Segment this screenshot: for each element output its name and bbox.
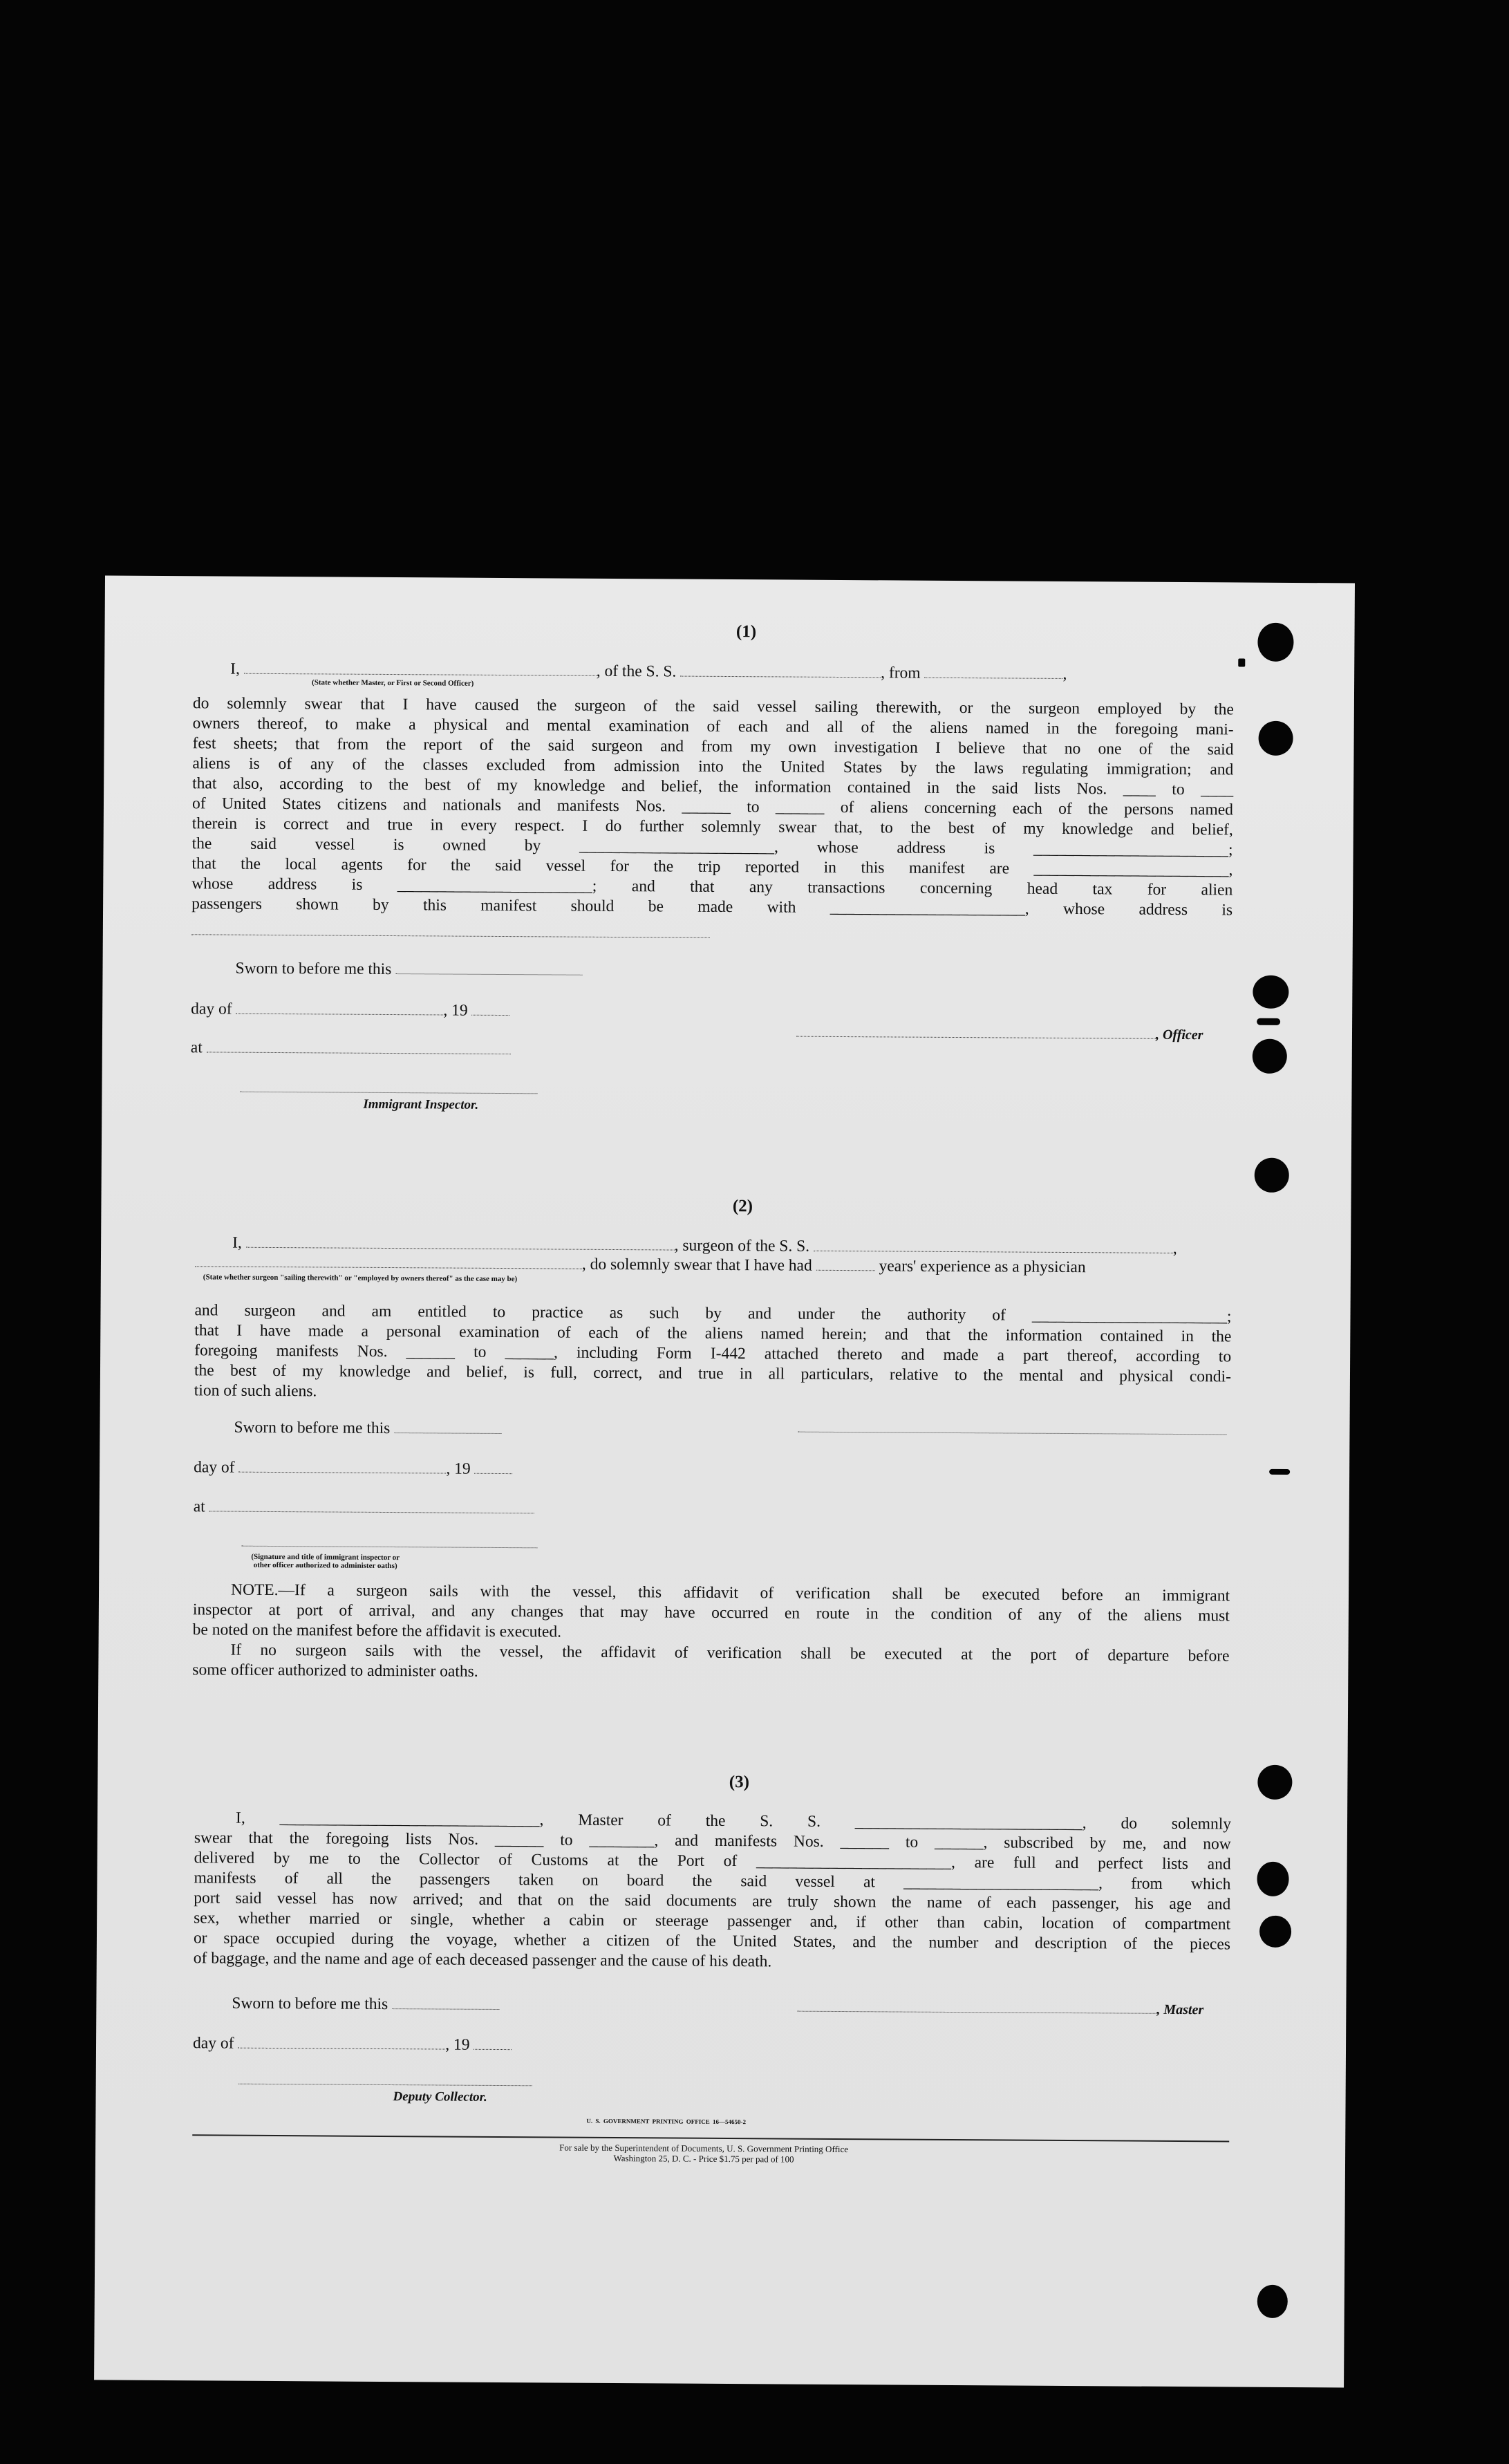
paragraph-line: the best of my knowledge and belief, is full, correct, and true in all particulars, relative to the mental and physical condi-: [194, 1361, 1232, 1386]
paragraph-line: or space occupied during the voyage, whether a citizen of the United States, and the number and description of the pieces: [193, 1929, 1231, 1954]
surgeon-name-blank: [246, 1235, 675, 1251]
inspector-signature-blank: [240, 1092, 537, 1094]
note-line: inspector at port of arrival, and any changes that may have occurred en route in the condition of any of the aliens must: [192, 1600, 1230, 1625]
punch-hole: [1258, 721, 1293, 756]
punch-hole: [1255, 1158, 1289, 1193]
master-signature-line: [797, 1997, 1203, 2021]
immigrant-inspector-label: Immigrant Inspector.: [363, 1096, 479, 1112]
comma: ,: [1062, 664, 1067, 683]
master-signature-blank: [797, 1999, 1156, 2014]
month-blank: [236, 1001, 443, 1016]
footer-rule: [192, 2134, 1229, 2142]
master-label: , Master: [1156, 2001, 1204, 2018]
surgeon-type-blank: [195, 1253, 582, 1269]
sworn-line-3: [232, 1994, 499, 2015]
at-line-2: [194, 1497, 534, 1519]
years-blank: [816, 1258, 875, 1271]
year-label: , 19: [445, 2035, 470, 2054]
collector-signature-blank: [238, 2084, 532, 2087]
year-label: , 19: [443, 1001, 468, 1020]
sworn-label: Sworn to before me this: [234, 1418, 391, 1438]
signature-caption: [251, 1553, 400, 1570]
at-label: at: [193, 1497, 205, 1516]
day-of-line-3: [193, 2033, 512, 2055]
officer-name-blank: [244, 661, 597, 676]
paragraph-line: tion of such aliens.: [194, 1381, 317, 1401]
paragraph-line: that I have made a personal examination of each of the aliens named herein; and that the information contained in the: [194, 1321, 1232, 1346]
paragraph-line: and surgeon and am entitled to practice as such by and under the authority of ________________________;: [194, 1301, 1232, 1326]
paragraph-line: owners thereof, to make a physical and mental examination of each and all of the aliens named in the foregoing mani-: [192, 714, 1234, 739]
from-label: , from: [881, 664, 921, 682]
day-of-label: day of: [191, 1000, 232, 1018]
paragraph-line: manifests of all the passengers taken on board the said vessel at ________________________, from which: [194, 1869, 1231, 1894]
day-of-line-2: [194, 1457, 513, 1480]
paragraph-line: swear that the foregoing lists Nos. ______ to ________, and manifests Nos. ______ to ______, subscribed by me, and now: [194, 1829, 1231, 1854]
punch-hole: [1257, 2285, 1288, 2318]
paragraph-line: foregoing manifests Nos. ______ to ______, including Form I-442 attached thereto and made a part thereof, according to: [194, 1341, 1232, 1366]
month-blank: [238, 1459, 446, 1474]
vessel-name-blank: [814, 1238, 1173, 1253]
punch-hole: [1253, 976, 1288, 1009]
punch-hole: [1257, 623, 1293, 662]
section-3-number: (3): [729, 1773, 750, 1792]
paragraph-line: of baggage, and the name and age of each deceased passenger and the cause of his death.: [193, 1949, 772, 1971]
at-label: at: [190, 1038, 203, 1057]
from-port-blank: [924, 665, 1062, 679]
paragraph-line: sex, whether married or single, whether a cabin or steerage passenger and, if other than cabin, location of compartment: [194, 1909, 1231, 1934]
paragraph-line: whose address is ________________________; and that any transactions concerning head tax for alien: [191, 875, 1233, 899]
note-paragraph: [192, 1580, 1230, 1686]
printer-mark: U. S. GOVERNMENT PRINTING OFFICE 16—54650-2: [586, 2117, 747, 2126]
day-of-line-1: [191, 999, 510, 1021]
punch-hole: [1259, 1916, 1291, 1948]
section-2-paragraph: [194, 1300, 1232, 1407]
form-page: [94, 575, 1355, 2387]
note-line: NOTE.—If a surgeon sails with the vessel, this affidavit of verification shall be executed before an immigrant: [230, 1580, 1230, 1605]
footer-line: For sale by the Superintendent of Documents, U. S. Government Printing Office: [559, 2142, 849, 2155]
surgeon-signature-blank: [798, 1432, 1226, 1435]
officer-label: , Officer: [1155, 1027, 1203, 1043]
section-3-paragraph-body: [194, 1828, 1231, 1975]
year-blank: [472, 1002, 510, 1016]
section-1-caption: (State whether Master, or First or Second Officer): [312, 678, 474, 688]
edge-mark: [1269, 1469, 1290, 1475]
paragraph-line: passengers shown by this manifest should be made with ________________________, whose address is: [191, 895, 1233, 920]
sworn-label: Sworn to before me this: [232, 1994, 388, 2014]
paragraph-line: the said vessel is owned by ________________________, whose address is ________________________;: [191, 834, 1233, 859]
section-2-number: (2): [732, 1197, 753, 1216]
pronoun-i: I,: [230, 660, 240, 678]
officer-signature-line: [796, 1023, 1203, 1046]
edge-mark: [1257, 1018, 1280, 1025]
punch-hole: [1257, 1765, 1292, 1800]
pronoun-i: I,: [232, 1233, 242, 1252]
inspector-signature-blank: [241, 1546, 537, 1549]
paragraph-line: delivered by me to the Collector of Customs at the Port of ________________________, are full and perfect lists and: [194, 1849, 1231, 1874]
years-label: years' experience as a physician: [879, 1257, 1086, 1277]
paragraph-line: that the local agents for the said vessel for the trip reported in this manifest are ________________________,: [191, 855, 1233, 879]
paragraph-line: therein is correct and true in every respect. I do further solemnly swear that, to the best of my knowledge and belief,: [191, 814, 1233, 839]
note-line: If no surgeon sails with the vessel, the affidavit of verification shall be executed at the port of departure before: [230, 1641, 1230, 1665]
footer-text: [427, 2141, 980, 2165]
at-line-1: [191, 1038, 511, 1060]
paragraph-line: aliens is of any of the classes excluded from admission into the United States by the laws regulating immigration; and: [192, 754, 1234, 779]
paragraph-line: of United States citizens and nationals and manifests Nos. ______ to ______ of aliens concerning each of the persons named: [191, 794, 1234, 819]
sworn-line-1: [235, 959, 582, 981]
place-blank: [209, 1498, 534, 1513]
sworn-date-blank: [392, 1996, 499, 2010]
punch-hole: [1253, 1039, 1287, 1074]
paragraph-line: port said vessel has now arrived; and that on the said documents are truly shown the name of each passenger, his age and: [194, 1889, 1231, 1914]
section-1-number: (1): [735, 622, 757, 642]
swear-label: , do solemnly swear that I have had: [581, 1255, 812, 1275]
sworn-line-2: [234, 1418, 501, 1439]
address-continuation-blank: [191, 934, 710, 938]
year-blank: [474, 1461, 512, 1474]
of-ss-label: , of the S. S.: [596, 662, 677, 681]
year-label: , 19: [446, 1459, 471, 1478]
edge-mark: [1238, 658, 1245, 666]
day-of-label: day of: [194, 1458, 235, 1477]
paragraph-line: that also, according to the best of my knowledge and belief, the information contained in the said lists Nos. ____ to ____: [192, 774, 1234, 799]
sworn-label: Sworn to before me this: [235, 959, 392, 979]
paragraph-line: fest sheets; that from the report of the said surgeon and from my own investigation I believe that no one of the said: [192, 734, 1234, 759]
month-blank: [238, 2035, 445, 2050]
section-1-paragraph: [191, 693, 1234, 920]
paragraph-line: do solemnly swear that I have caused the surgeon of the said vessel sailing therewith, or the surgeon employed by the: [192, 694, 1234, 719]
signature-caption-line: other officer authorized to administer oaths): [253, 1560, 397, 1571]
sworn-date-blank: [395, 961, 582, 976]
day-of-label: day of: [192, 2034, 234, 2053]
comma: ,: [1172, 1239, 1177, 1258]
note-line: be noted on the manifest before the affidavit is executed.: [192, 1621, 562, 1641]
punch-hole: [1257, 1862, 1288, 1896]
vessel-name-blank: [680, 664, 881, 678]
note-line: some officer authorized to administer oaths.: [192, 1661, 478, 1681]
deputy-collector-label: Deputy Collector.: [393, 2089, 487, 2104]
paragraph-line: I, ________________________________, Master of the S. S. ____________________________, do solemnly: [235, 1809, 1232, 1833]
signature-caption-line: (Signature and title of immigrant inspector or: [251, 1552, 400, 1562]
surgeon-of-ss-label: , surgeon of the S. S.: [674, 1236, 810, 1256]
sworn-date-blank: [394, 1420, 501, 1434]
section-2-caption: (State whether surgeon "sailing therewith" or "employed by owners thereof" as the case may be): [203, 1273, 518, 1284]
footer-line: Washington 25, D. C. - Price $1.75 per pad of 100: [613, 2153, 794, 2165]
officer-signature-blank: [796, 1024, 1156, 1039]
year-blank: [474, 2037, 512, 2050]
place-blank: [207, 1039, 511, 1054]
